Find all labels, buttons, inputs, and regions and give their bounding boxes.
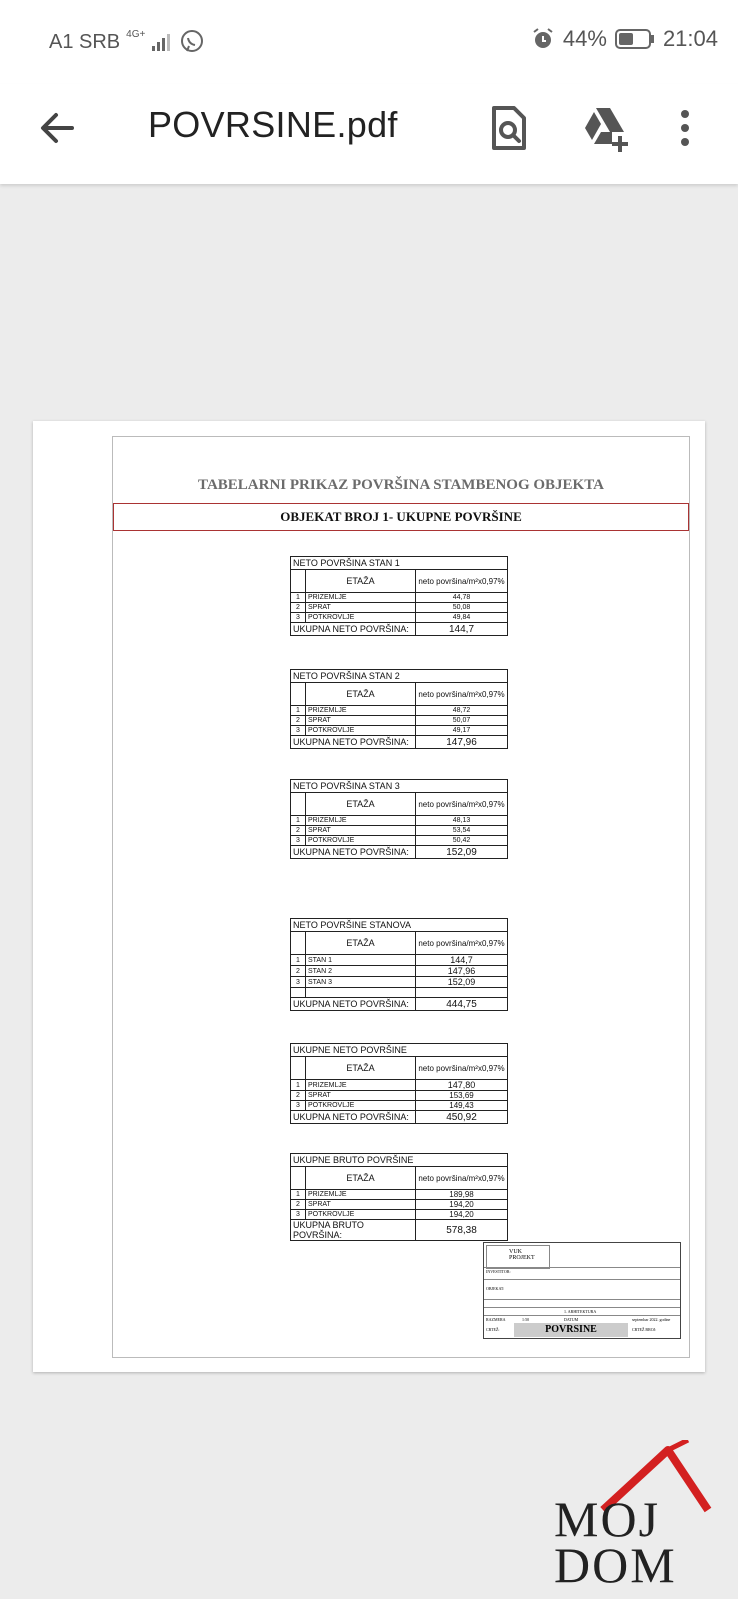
col-value: neto površina/m²x0,97% — [416, 1057, 508, 1080]
watermark-logo — [548, 1440, 728, 1593]
title-block: VUK PROJEKT INVESTITOR: OBJEKAT: 1. ARHITEKTURA RAZMERA 1:50 DATUM septembar 2022. godine CRTEŽ: POVRSINE CRTEŽ BROJ: — [483, 1242, 681, 1339]
area-table — [290, 918, 508, 1011]
drive-add-icon[interactable] — [580, 102, 632, 154]
table-row: 2 SPRAT 50,07 — [291, 716, 508, 726]
col-etaza: ETAŽA — [306, 1167, 416, 1190]
table-row: 3 POTKROVLJE 194,20 — [291, 1210, 508, 1220]
col-etaza: ETAŽA — [306, 932, 416, 955]
col-value: neto površina/m²x0,97% — [416, 793, 508, 816]
document-title: POVRSINE.pdf — [148, 104, 398, 145]
col-etaza: ETAŽA — [306, 570, 416, 593]
table-row: 2 SPRAT 53,54 — [291, 826, 508, 836]
battery-percent: 44% — [562, 26, 607, 51]
table-row: 3 POTKROVLJE 49,17 — [291, 726, 508, 736]
table-row: 2 SPRAT 153,69 — [291, 1091, 508, 1101]
area-table — [290, 779, 508, 859]
table-row: 2 SPRAT 194,20 — [291, 1200, 508, 1210]
table-row: 1 STAN 1 144,7 — [291, 955, 508, 966]
table-row: 1 PRIZEMLJE 189,98 — [291, 1190, 508, 1200]
status-bar — [0, 0, 738, 84]
area-table — [290, 669, 508, 749]
more-options-icon[interactable] — [670, 102, 700, 154]
table-caption: UKUPNE BRUTO POVRŠINE — [291, 1154, 508, 1167]
document-subheading: OBJEKAT BROJ 1- UKUPNE POVRŠINE — [113, 503, 689, 531]
network-label: 4G+ — [126, 28, 146, 40]
total-row: UKUPNA NETO POVRŠINA: 152,09 — [291, 846, 508, 859]
table-row: 1 PRIZEMLJE 48,72 — [291, 706, 508, 716]
table-row: 1 PRIZEMLJE 44,78 — [291, 593, 508, 603]
company-logo: VUK PROJEKT — [486, 1245, 550, 1269]
area-table — [290, 1043, 508, 1124]
table-row — [291, 988, 508, 998]
table-row: 3 POTKROVLJE 50,42 — [291, 836, 508, 846]
watermark-line1: MOJ — [554, 1491, 661, 1547]
col-value: neto površina/m²x0,97% — [416, 683, 508, 706]
col-value: neto površina/m²x0,97% — [416, 570, 508, 593]
table-row: 3 POTKROVLJE 149,43 — [291, 1101, 508, 1111]
col-etaza: ETAŽA — [306, 683, 416, 706]
drawing-name: POVRSINE — [514, 1323, 628, 1337]
area-table — [290, 556, 508, 636]
drawing-frame — [112, 436, 690, 1358]
total-row: UKUPNA NETO POVRŠINA: 147,96 — [291, 736, 508, 749]
total-row: UKUPNA BRUTO POVRŠINA: 578,38 — [291, 1220, 508, 1241]
table-row: 1 PRIZEMLJE 147,80 — [291, 1080, 508, 1091]
back-arrow-icon[interactable] — [36, 106, 80, 150]
table-caption: UKUPNE NETO POVRŠINE — [291, 1044, 508, 1057]
col-etaza: ETAŽA — [306, 1057, 416, 1080]
clock: 21:04 — [662, 26, 718, 51]
table-row: 3 POTKROVLJE 49,84 — [291, 613, 508, 623]
total-row: UKUPNA NETO POVRŠINA: 450,92 — [291, 1111, 508, 1124]
battery-icon — [615, 28, 655, 50]
col-etaza: ETAŽA — [306, 793, 416, 816]
pdf-page — [33, 421, 705, 1372]
table-caption: NETO POVRŠINA STAN 3 — [291, 780, 508, 793]
viber-icon — [179, 29, 205, 55]
alarm-icon — [531, 27, 555, 51]
area-table — [290, 1153, 508, 1241]
col-value: neto površina/m²x0,97% — [416, 932, 508, 955]
col-value: neto površina/m²x0,97% — [416, 1167, 508, 1190]
signal-icon — [151, 32, 173, 52]
search-document-icon[interactable] — [482, 102, 534, 154]
table-caption: NETO POVRŠINE STANOVA — [291, 919, 508, 932]
watermark-line2: DOM — [554, 1537, 677, 1593]
table-row: 1 PRIZEMLJE 48,13 — [291, 816, 508, 826]
table-caption: NETO POVRŠINA STAN 1 — [291, 557, 508, 570]
total-row: UKUPNA NETO POVRŠINA: 444,75 — [291, 998, 508, 1011]
table-row: 2 STAN 2 147,96 — [291, 966, 508, 977]
app-bar — [0, 84, 738, 184]
carrier-label: A1 SRB — [49, 30, 121, 53]
table-row: 2 SPRAT 50,08 — [291, 603, 508, 613]
table-caption: NETO POVRŠINA STAN 2 — [291, 670, 508, 683]
document-heading: TABELARNI PRIKAZ POVRŠINA STAMBENOG OBJEKTA — [198, 477, 604, 493]
total-row: UKUPNA NETO POVRŠINA: 144,7 — [291, 623, 508, 636]
table-row: 3 STAN 3 152,09 — [291, 977, 508, 988]
